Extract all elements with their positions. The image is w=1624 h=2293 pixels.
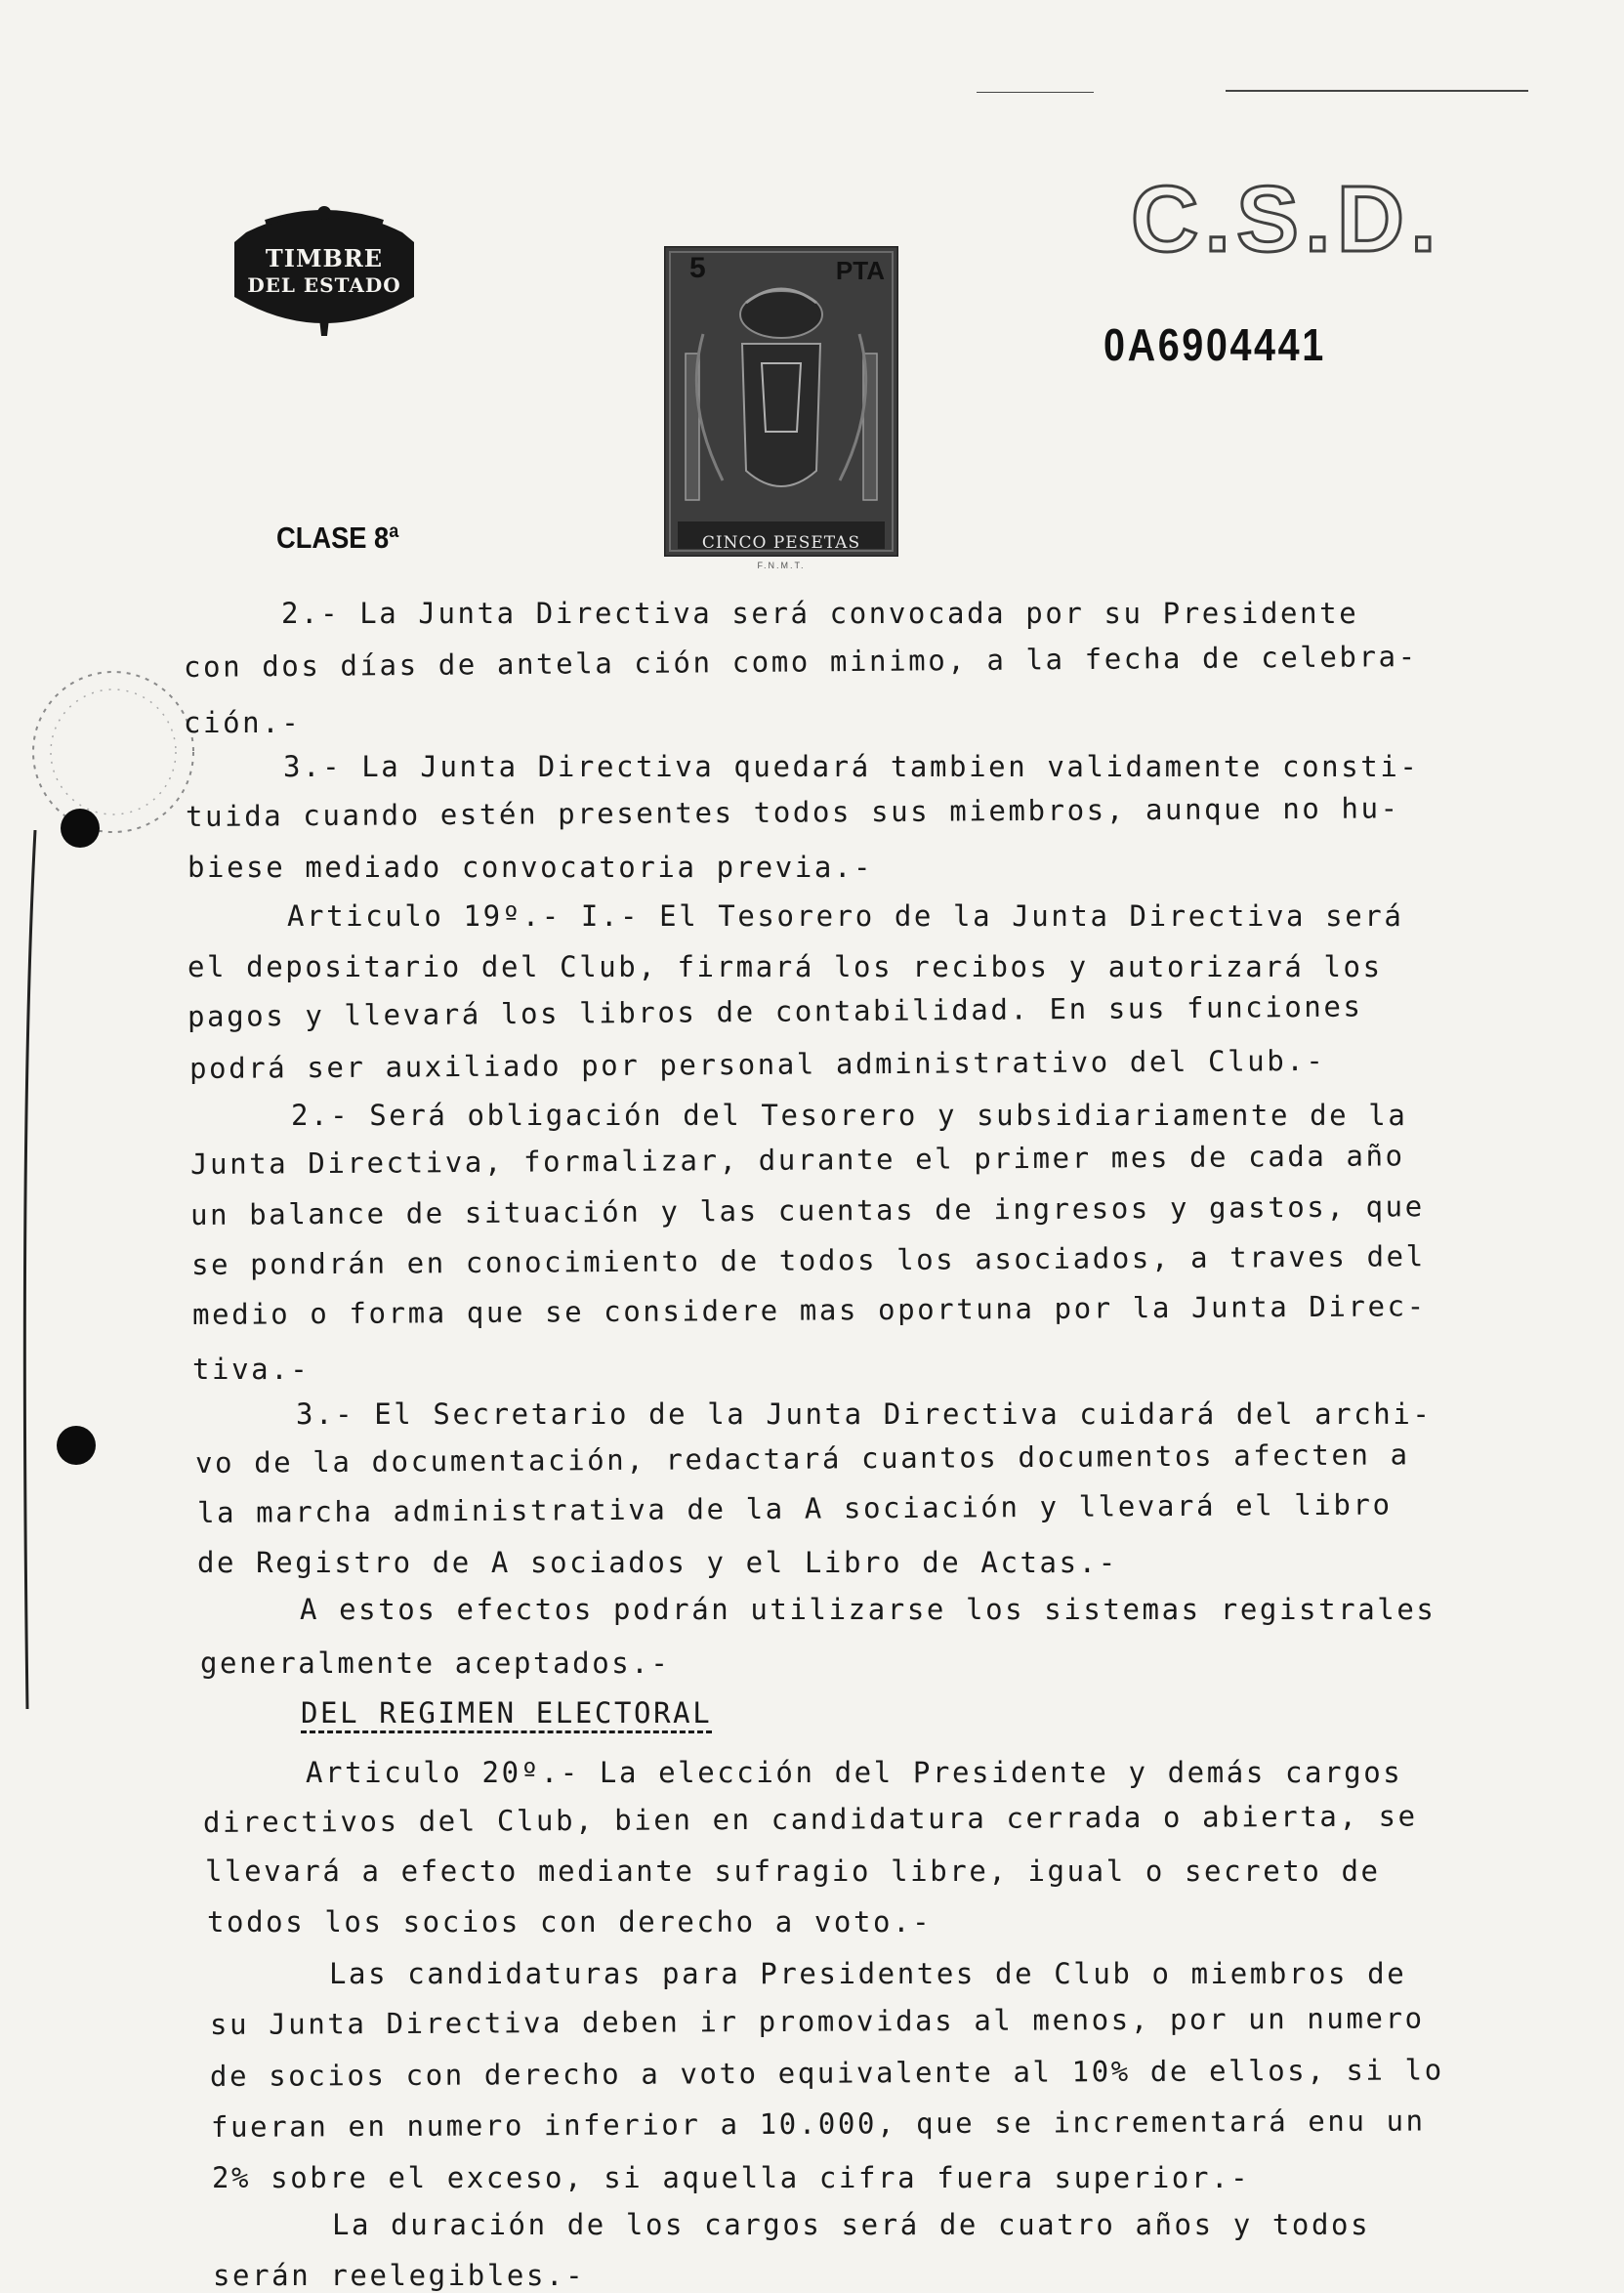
- text-line: serán reelegibles.-: [213, 2259, 586, 2292]
- text-line: biese mediado convocatoria previa.-: [187, 851, 874, 884]
- text-line: Las candidaturas para Presidentes de Club o miembros de: [329, 1957, 1407, 1990]
- text-line: todos los socios con derecho a voto.-: [207, 1905, 933, 1939]
- text-line: 2.- Será obligación del Tesorero y subsidiariamente de la: [291, 1099, 1408, 1132]
- coat-of-arms-icon: [664, 246, 898, 557]
- stamp-value: 5: [689, 252, 706, 284]
- ink-seal: [16, 645, 201, 850]
- timbre-del-estado-emblem: [227, 203, 422, 338]
- text-line: Junta Directiva, formalizar, durante el primer mes de cada año: [189, 1139, 1405, 1181]
- text-line: se pondrán en conocimiento de todos los asociados, a traves del: [190, 1239, 1426, 1281]
- top-rule: [1226, 90, 1528, 92]
- text-line: tuida cuando estén presentes todos sus miembros, aunque no hu-: [185, 791, 1400, 833]
- text-line: generalmente aceptados.-: [200, 1647, 671, 1680]
- binder-hole-bottom: [57, 1426, 96, 1465]
- text-line: medio o forma que se considere mas oportuna por la Junta Direc-: [191, 1289, 1427, 1331]
- margin-pencil-line: [18, 830, 47, 1709]
- text-line: tiva.-: [192, 1353, 311, 1386]
- cinco-pesetas-stamp: [664, 246, 898, 557]
- text-line: Articulo 19º.- I.- El Tesorero de la Junta Directiva será: [287, 899, 1404, 933]
- text-line: Articulo 20º.- La elección del Presidente y demás cargos: [306, 1756, 1403, 1789]
- text-line: pagos y llevará los libros de contabilidad. En sus funciones: [187, 989, 1363, 1033]
- text-line: de Registro de A sociados y el Libro de Actas.-: [197, 1546, 1118, 1579]
- stamp-caption: CINCO PESETAS: [701, 533, 861, 553]
- timbre-line1: TIMBRE: [265, 244, 384, 272]
- stamp-footer: F.N.M.T.: [757, 561, 806, 570]
- clase-label: CLASE 8ª: [276, 521, 399, 555]
- text-line: la marcha administrativa de la A sociación y llevará el libro: [196, 1487, 1393, 1529]
- section-heading: DEL REGIMEN ELECTORAL: [301, 1696, 713, 1730]
- text-line: ción.-: [184, 706, 302, 739]
- text-line: podrá ser auxiliado por personal administrativo del Club.-: [188, 1043, 1326, 1085]
- seal-icon: [16, 645, 201, 850]
- text-line: su Junta Directiva deben ir promovidas al menos, por un numero: [209, 2001, 1425, 2041]
- text-line: 3.- El Secretario de la Junta Directiva cuidará del archi-: [296, 1397, 1433, 1431]
- text-line: 2% sobre el exceso, si aquella cifra fuera superior.-: [212, 2161, 1251, 2194]
- binder-hole-top: [61, 809, 100, 848]
- text-line: con dos días de antela ción como minimo, a la fecha de celebra-: [183, 639, 1418, 684]
- text-line: de socios con derecho a voto equivalente al 10% de ellos, si lo: [209, 2053, 1444, 2093]
- top-rule-short: [977, 92, 1094, 93]
- text-line: 3.- La Junta Directiva quedará tambien validamente consti-: [283, 750, 1420, 783]
- text-line: La duración de los cargos será de cuatro años y todos: [332, 2208, 1371, 2241]
- stamp-unit: PTA: [835, 256, 885, 285]
- text-line: directivos del Club, bien en candidatura cerrada o abierta, se: [202, 1799, 1418, 1839]
- text-line: un balance de situación y las cuentas de ingresos y gastos, que: [189, 1189, 1425, 1231]
- text-line: 2.- La Junta Directiva será convocada por su Presidente: [281, 597, 1359, 630]
- text-line: llevará a efecto mediante sufragio libre, igual o secreto de: [205, 1855, 1381, 1888]
- text-line: fueran en numero inferior a 10.000, que se incrementará enu un: [210, 2104, 1426, 2144]
- serial-number: 0A6904441: [1103, 319, 1326, 370]
- text-line: A estos efectos podrán utilizarse los sistemas registrales: [300, 1593, 1437, 1626]
- text-line: el depositario del Club, firmará los recibos y autorizará los: [187, 950, 1383, 983]
- timbre-line2: DEL ESTADO: [247, 273, 401, 297]
- csd-perforation: C.S.D.: [1131, 167, 1442, 271]
- text-line: vo de la documentación, redactará cuantos documentos afecten a: [194, 1438, 1410, 1480]
